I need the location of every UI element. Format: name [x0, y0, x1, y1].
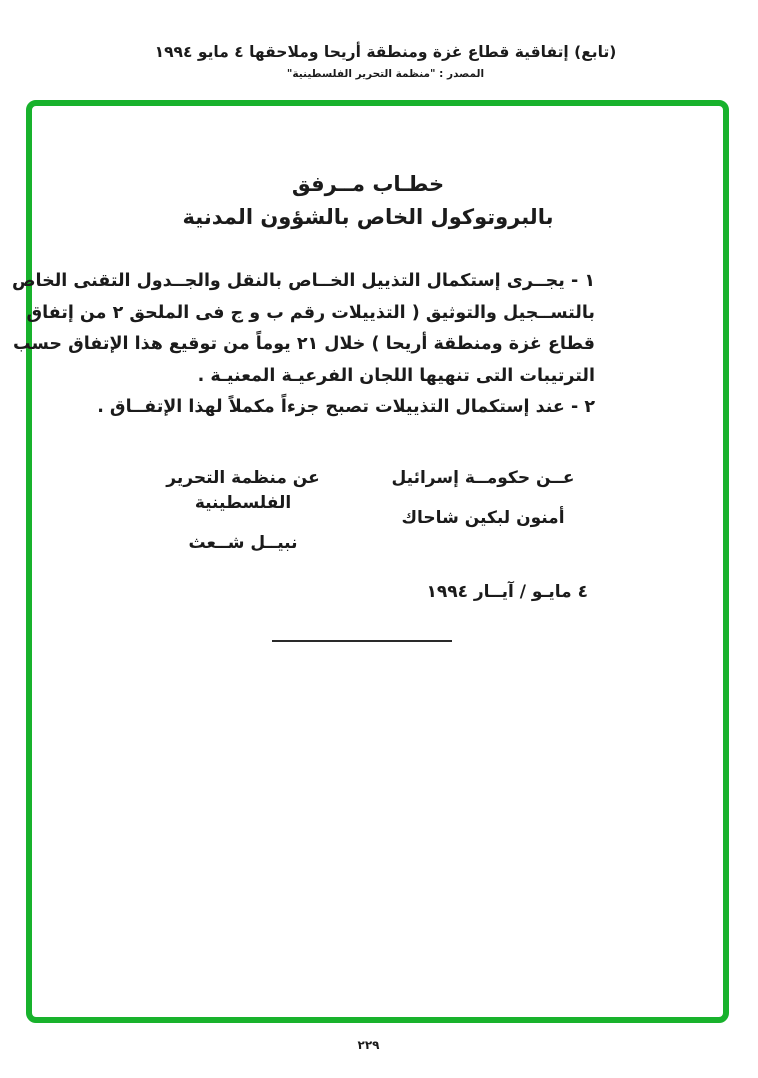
signature-block-plo: [148, 466, 338, 556]
green-border-frame: [26, 100, 729, 1023]
signature-rule-line: [272, 640, 452, 642]
clause-1-line-2: بالتســجيل والتوثيق ( التذييلات رقم ب و ج فى الملحق ٢ من إتفاق: [26, 302, 595, 323]
page-number: ٢٢٩: [357, 1038, 380, 1052]
signature-plo-title: عن منظمة التحرير الفلسطينية: [166, 468, 320, 513]
signature-israel-title: عــن حكومــة إسرائيل: [391, 468, 575, 488]
header-agreement-title: (تابع) إتفاقية قطاع غزة ومنطقة أريحا وملاحقها ٤ مايو ١٩٩٤: [154, 43, 617, 61]
letter-title: [0, 168, 736, 234]
page-header: [13, 42, 758, 81]
letter-body: [12, 266, 595, 424]
header-source-line: المصدر : "منظمة التحرير الفلسطينية": [286, 68, 485, 80]
signature-block-israel: [388, 466, 578, 531]
letter-title-line2: بالبروتوكول الخاص بالشؤون المدنية: [182, 205, 554, 229]
letter-title-line1: خطـاب مــرفق: [291, 172, 445, 196]
clause-2: ٢ - عند إستكمال التذييلات تصبح جزءاً مكملاً لهذا الإتفــاق .: [97, 397, 595, 417]
clause-1-line-4: الترتيبات التى تنهيها اللجان الفرعيـة المعنيـة .: [197, 365, 595, 386]
date-line: ٤ مايـو / آيــار ١٩٩٤: [426, 582, 588, 602]
clause-1-line-1: ١ - يجــرى إستكمال التذييل الخــاص بالنقل والجــدول التقنى الخاص: [11, 271, 595, 291]
signature-israel-name: أمنون لبكين شاحاك: [401, 508, 565, 528]
signature-plo-name: نبيــل شــعث: [188, 533, 298, 553]
clause-1-line-3: قطاع غزة ومنطقة أريحا ) خلال ٢١ يوماً من توقيع هذا الإتفاق حسب: [13, 334, 595, 354]
